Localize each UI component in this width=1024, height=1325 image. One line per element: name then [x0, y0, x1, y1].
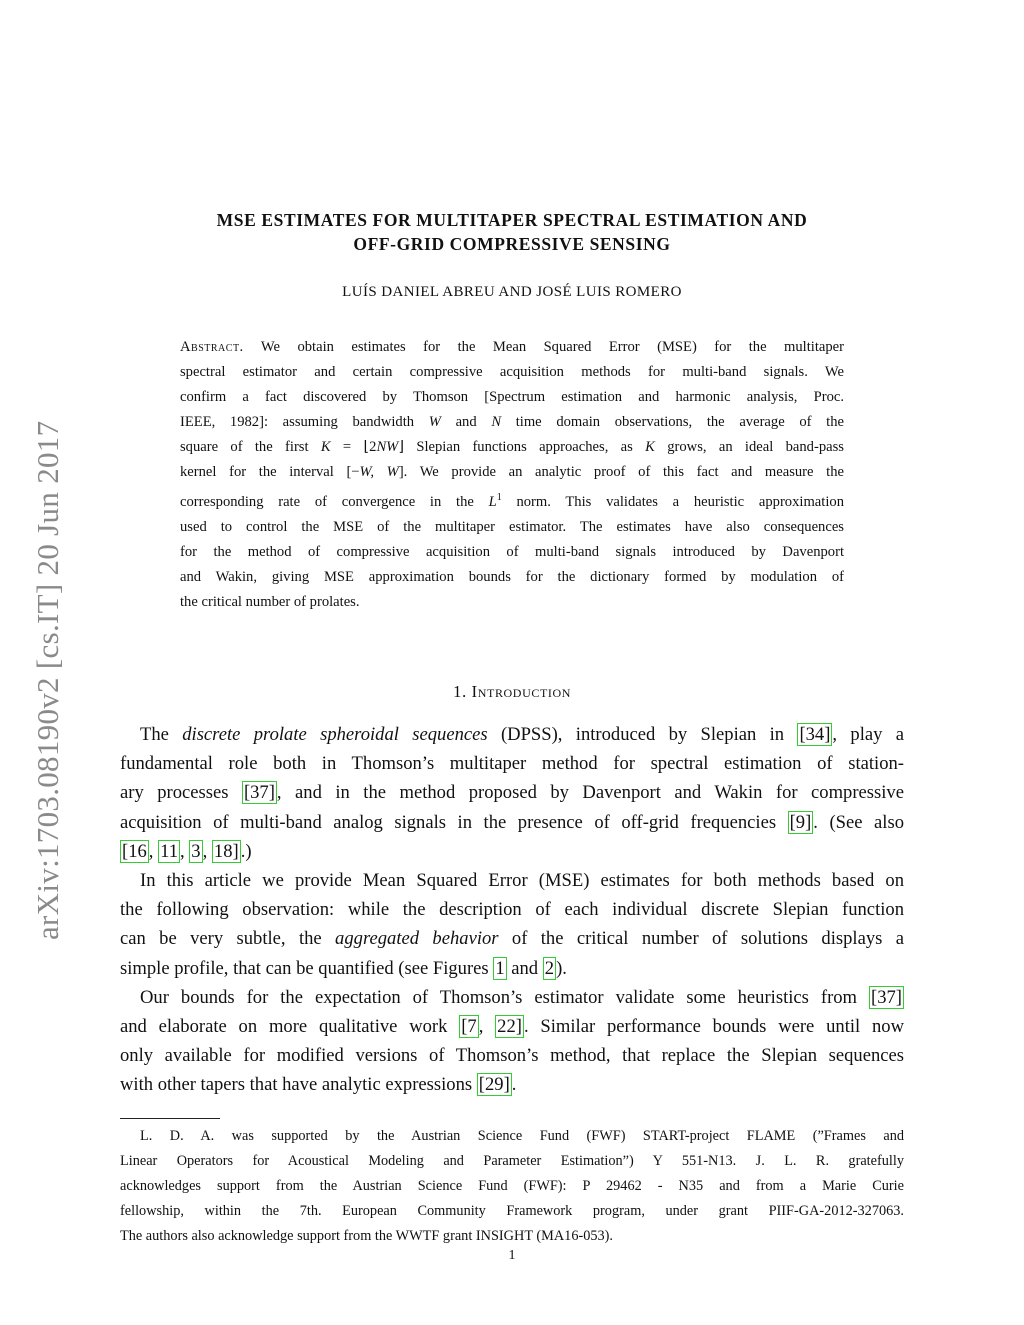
- footnote-line: Linear Operators for Acoustical Modeling and Parameter Estimation”) Y 551-N13. J. L. R. gratefully: [120, 1153, 904, 1169]
- text-line: The discrete prolate spheroidal sequences (DPSS), introduced by Slepian in [34] , play a: [140, 724, 904, 745]
- abstract-line: and Wakin, giving MSE approximation bounds for the dictionary formed by modulation of: [180, 568, 844, 585]
- text-line: can be very subtle, the aggregated behavior of the critical number of solutions displays a: [120, 928, 904, 950]
- abstract-line: IEEE, 1982]: assuming bandwidth W and N time domain observations, the average of the: [180, 414, 844, 430]
- text-line: the following observation: while the description of each individual discrete Slepian function: [120, 899, 904, 921]
- text-line: [16 , 11 , 3 , 18] .): [122, 840, 252, 862]
- footnote-divider: [120, 1118, 220, 1119]
- author-list: LUÍS DANIEL ABREU AND JOSÉ LUIS ROMERO: [342, 284, 682, 300]
- citation-link[interactable]: 11: [160, 840, 178, 862]
- abstract-line: confirm a fact discovered by Thomson [Spectrum estimation and harmonic analysis, Proc.: [180, 389, 844, 405]
- citation-link[interactable]: [29]: [478, 1074, 510, 1096]
- abstract-heading: Abstract.: [180, 339, 244, 355]
- abstract-line: the critical number of prolates.: [180, 593, 360, 610]
- citation-link[interactable]: [37]: [243, 782, 275, 804]
- citation-link[interactable]: [9]: [789, 811, 812, 833]
- citation-link[interactable]: 3: [191, 840, 201, 862]
- introduction-body: [120, 720, 904, 1100]
- figure-link[interactable]: 1: [495, 957, 505, 979]
- citation-link[interactable]: 22]: [497, 1016, 522, 1038]
- citation-link[interactable]: [37]: [871, 986, 902, 1008]
- page-number: 1: [508, 1248, 516, 1263]
- citation-link[interactable]: [34]: [799, 724, 831, 745]
- footnote-line: fellowship, within the 7th. European Community Framework program, under grant PIIF-GA-2012-327063.: [120, 1203, 904, 1219]
- section-heading: [110, 682, 914, 702]
- text-line: ary processes [37] , and in the method proposed by Davenport and Wakin for compressive: [120, 782, 904, 804]
- paragraph-3: [120, 983, 904, 1100]
- abstract-line: spectral estimator and certain compressive acquisition methods for multi-band signals. We: [180, 364, 844, 380]
- citation-link[interactable]: 18]: [213, 840, 239, 862]
- citation-link[interactable]: [7: [461, 1016, 477, 1038]
- abstract-line: used to control the MSE of the multitaper estimator. The estimates have also consequences: [180, 518, 844, 535]
- abstract-line: corresponding rate of convergence in the $L^1$ norm. This validates a heuristic approximation: [180, 492, 844, 510]
- text-line: In this article we provide Mean Squared Error (MSE) estimates for both methods based on: [140, 870, 904, 892]
- abstract-line: for the method of compressive acquisition of multi-band signals introduced by Davenport: [180, 543, 844, 560]
- text-line: with other tapers that have analytic expressions [29] .: [120, 1074, 517, 1096]
- text-line: simple profile, that can be quantified (see Figures 1 and 2 ).: [120, 957, 567, 979]
- text-line: only available for modified versions of Thomson’s method, that replace the Slepian sequences: [120, 1045, 904, 1067]
- paragraph-2: [120, 866, 904, 983]
- figure-link[interactable]: 2: [544, 957, 555, 979]
- abstract-line: kernel for the interval [−W, W]. We provide an analytic proof of this fact and measure the: [180, 464, 844, 480]
- text-line: acquisition of multi-band analog signals in the presence of off-grid frequencies [9] . (See also: [120, 811, 904, 833]
- section-title: Introduction: [471, 682, 572, 701]
- section-number: 1.: [452, 682, 467, 701]
- title-line-2: OFF-GRID COMPRESSIVE SENSING: [353, 234, 671, 254]
- paragraph-1: [120, 720, 904, 866]
- title-line-1: MSE ESTIMATES FOR MULTITAPER SPECTRAL ESTIMATION AND: [216, 210, 808, 230]
- footnote-line: The authors also acknowledge support from the WWTF grant INSIGHT (MA16-053).: [120, 1228, 614, 1244]
- abstract: [180, 335, 844, 615]
- citation-link[interactable]: [16: [122, 840, 147, 862]
- text-line: and elaborate on more qualitative work [7 , 22] . Similar performance bounds were until now: [120, 1016, 905, 1038]
- text-line: fundamental role both in Thomson’s multitaper method for spectral estimation of station-: [120, 753, 904, 775]
- paper-title: [110, 208, 914, 256]
- abstract-line: Abstract. We obtain estimates for the Mean Squared Error (MSE) for the multitaper: [180, 339, 844, 355]
- text-line: Our bounds for the expectation of Thomson’s estimator validate some heuristics from [37]: [140, 986, 902, 1008]
- footnote-line: L. D. A. was supported by the Austrian Science Fund (FWF) START-project FLAME (”Frames and: [140, 1128, 904, 1144]
- footnote-line: acknowledges support from the Austrian Science Fund (FWF): P 29462 - N35 and from a Marie Curie: [120, 1178, 904, 1194]
- footnote: [120, 1124, 904, 1249]
- abstract-line: square of the first K = ⌊2NW⌋ Slepian functions approaches, as K grows, an ideal band-pass: [180, 439, 844, 455]
- arxiv-identifier: arXiv:1703.08190v2 [cs.IT] 20 Jun 2017: [30, 420, 65, 940]
